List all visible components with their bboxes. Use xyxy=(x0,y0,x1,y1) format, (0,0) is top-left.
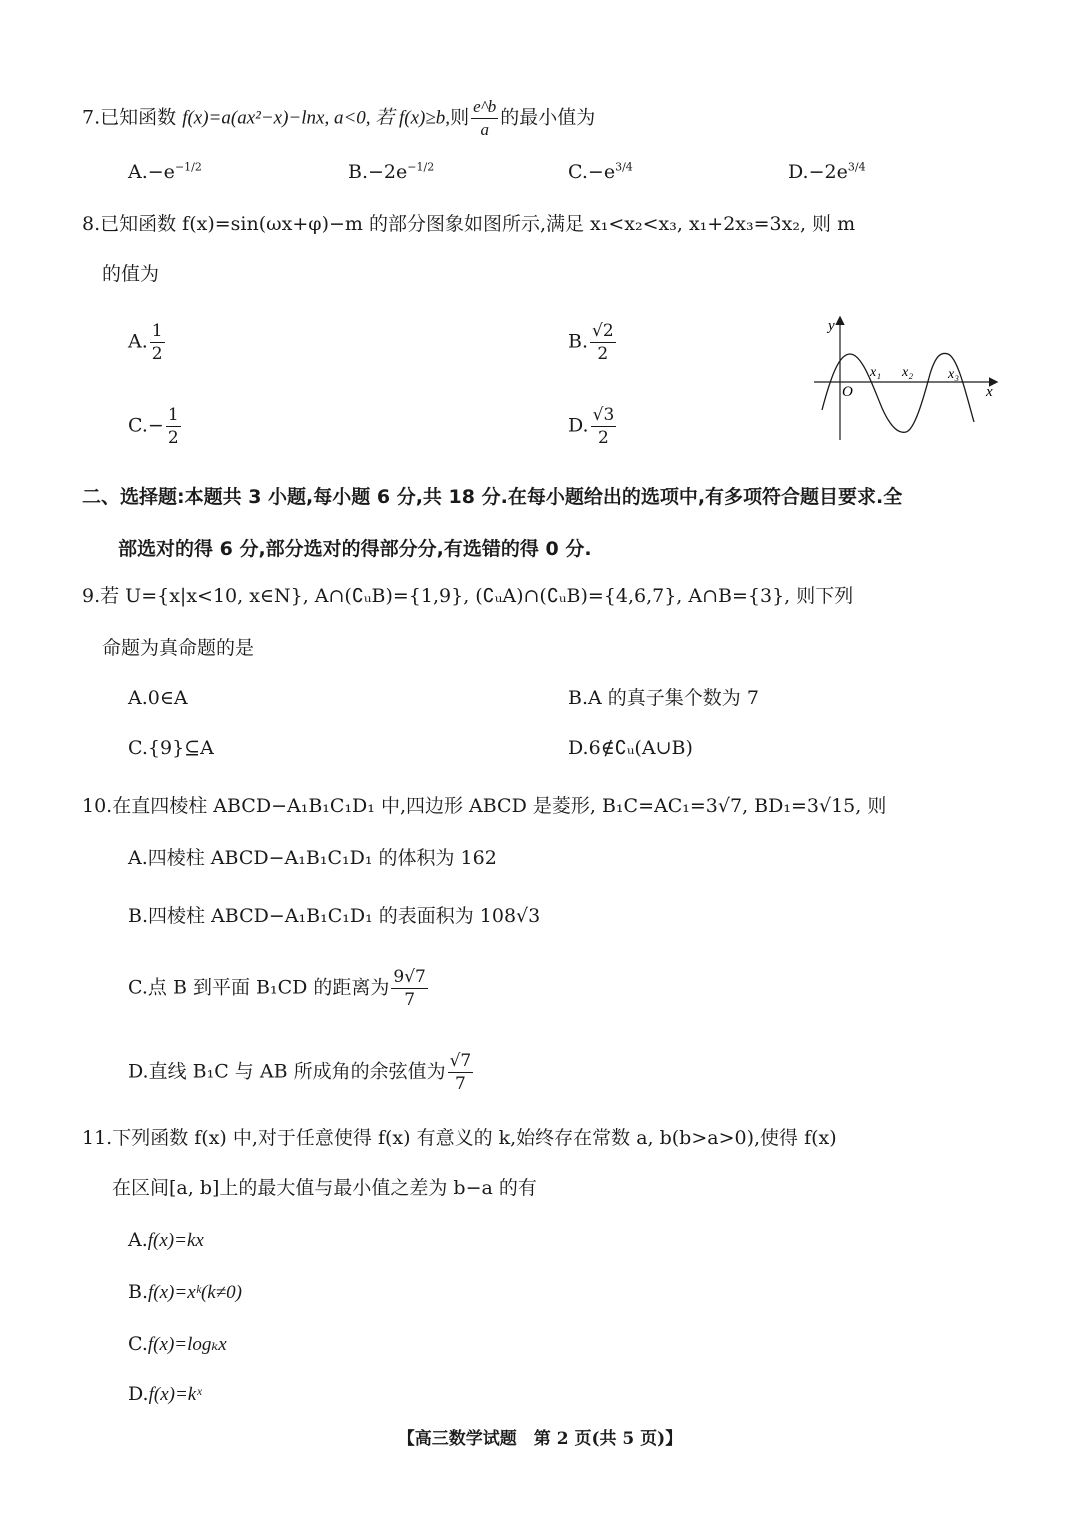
question-number: 8. xyxy=(82,213,101,235)
stem-text: 在直四棱柱 ABCD−A₁B₁C₁D₁ 中,四边形 ABCD 是菱形, B₁C=AC₁=3√7, BD₁=3√15, 则 xyxy=(112,795,887,817)
stem-text: 已知函数 f(x)=sin(ωx+φ)−m 的部分图象如图所示,满足 x₁<x₂<x₃, x₁+2x₃=3x₂, 则 m xyxy=(100,213,856,235)
stem-text: 的最小值为 xyxy=(500,106,596,129)
sine-graph-figure xyxy=(810,312,1000,444)
q9-option-c[interactable]: C.{9}⊆A xyxy=(128,737,214,759)
x1-label: x₁ xyxy=(870,365,882,380)
q10-option-b[interactable]: B.四棱柱 ABCD−A₁B₁C₁D₁ 的表面积为 108√3 xyxy=(128,905,541,927)
question-7-stem xyxy=(82,96,595,141)
stem-text: 则 xyxy=(450,106,470,129)
fraction-numerator: e^b xyxy=(471,96,498,119)
stem-text: 若 U={x|x<10, x∈N}, A∩(∁ᵤB)={1,9}, (∁ᵤA)∩(∁ᵤB)={4,6,7}, A∩B={3}, 则下列 xyxy=(100,585,854,607)
question-8-stem-cont: 的值为 xyxy=(102,263,160,285)
question-9-stem xyxy=(82,584,853,608)
question-number: 11. xyxy=(82,1127,113,1149)
q10-option-d[interactable]: D.直线 B₁C 与 AB 所成角的余弦值为 $\frac{√7}{7}$ xyxy=(128,1051,472,1094)
fraction-denominator: a xyxy=(480,120,489,139)
section-2-heading-cont: 部选对的得 6 分,部分选对的得部分分,有选错的得 0 分. xyxy=(118,538,592,560)
stem-text: 已知函数 xyxy=(100,106,183,129)
q7-option-d[interactable]: $D.-2e^{3/4}$ xyxy=(788,160,866,183)
page-footer: 【高三数学试题 第 2 页(共 5 页)】 xyxy=(397,1429,683,1449)
q9-option-b[interactable]: B.A 的真子集个数为 7 xyxy=(568,687,759,709)
question-9-stem-cont: 命题为真命题的是 xyxy=(102,637,255,659)
q10-option-c[interactable]: C.点 B 到平面 B₁CD 的距离为 $\frac{9√7}{7}$ xyxy=(128,967,426,1010)
x3-label: x₃ xyxy=(948,367,960,382)
q8-option-d[interactable]: D. $\frac{√3}{2}$ xyxy=(568,405,615,448)
q7-option-a[interactable]: $A.-e^{-1/2}$ xyxy=(128,160,202,183)
q11-option-b[interactable]: B.f(x)=xᵏ(k≠0) xyxy=(128,1281,242,1303)
q7-option-b[interactable]: $B.-2e^{-1/2}$ xyxy=(348,160,435,183)
question-11-stem xyxy=(82,1126,837,1150)
origin-label: O xyxy=(842,384,853,400)
question-number: 10. xyxy=(82,795,113,817)
section-2-heading: 二、选择题:本题共 3 小题,每小题 6 分,共 18 分.在每小题给出的选项中,有多项符合题目要求.全 xyxy=(82,486,903,508)
q11-option-c[interactable]: C.f(x)=logₖx xyxy=(128,1333,227,1355)
q9-option-d[interactable]: D.6∉∁ᵤ(A∪B) xyxy=(568,737,693,759)
question-8-stem xyxy=(82,212,855,236)
q8-option-c[interactable]: C.− $\frac{1}{2}$ xyxy=(128,405,179,448)
stem-text: 下列函数 f(x) 中,对于任意使得 f(x) 有意义的 k,始终存在常数 a, b(b>a>0),使得 f(x) xyxy=(112,1127,837,1149)
q10-option-a[interactable]: A.四棱柱 ABCD−A₁B₁C₁D₁ 的体积为 162 xyxy=(128,847,497,869)
stem-formula: f(x)=a(ax²−x)−lnx, a<0, 若 f(x)≥b, xyxy=(182,107,451,129)
q7-option-c[interactable]: $C.-e^{3/4}$ xyxy=(568,160,633,183)
question-10-stem xyxy=(82,794,886,818)
x2-label: x₂ xyxy=(902,365,914,380)
question-number: 7. xyxy=(82,106,101,129)
question-number: 9. xyxy=(82,585,101,607)
q11-option-d[interactable]: D.f(x)=kˣ xyxy=(128,1383,202,1405)
fraction xyxy=(471,96,498,141)
q8-option-b[interactable]: B. $\frac{√2}{2}$ xyxy=(568,321,614,364)
q11-option-a[interactable]: A.f(x)=kx xyxy=(128,1229,204,1251)
x-axis-label: x xyxy=(986,384,993,400)
question-11-stem-cont: 在区间[a, b]上的最大值与最小值之差为 b−a 的有 xyxy=(112,1177,537,1199)
y-axis-label: y xyxy=(828,318,835,334)
q9-option-a[interactable]: A.0∈A xyxy=(128,687,188,709)
q8-option-a[interactable]: A. $\frac{1}{2}$ xyxy=(128,321,163,364)
